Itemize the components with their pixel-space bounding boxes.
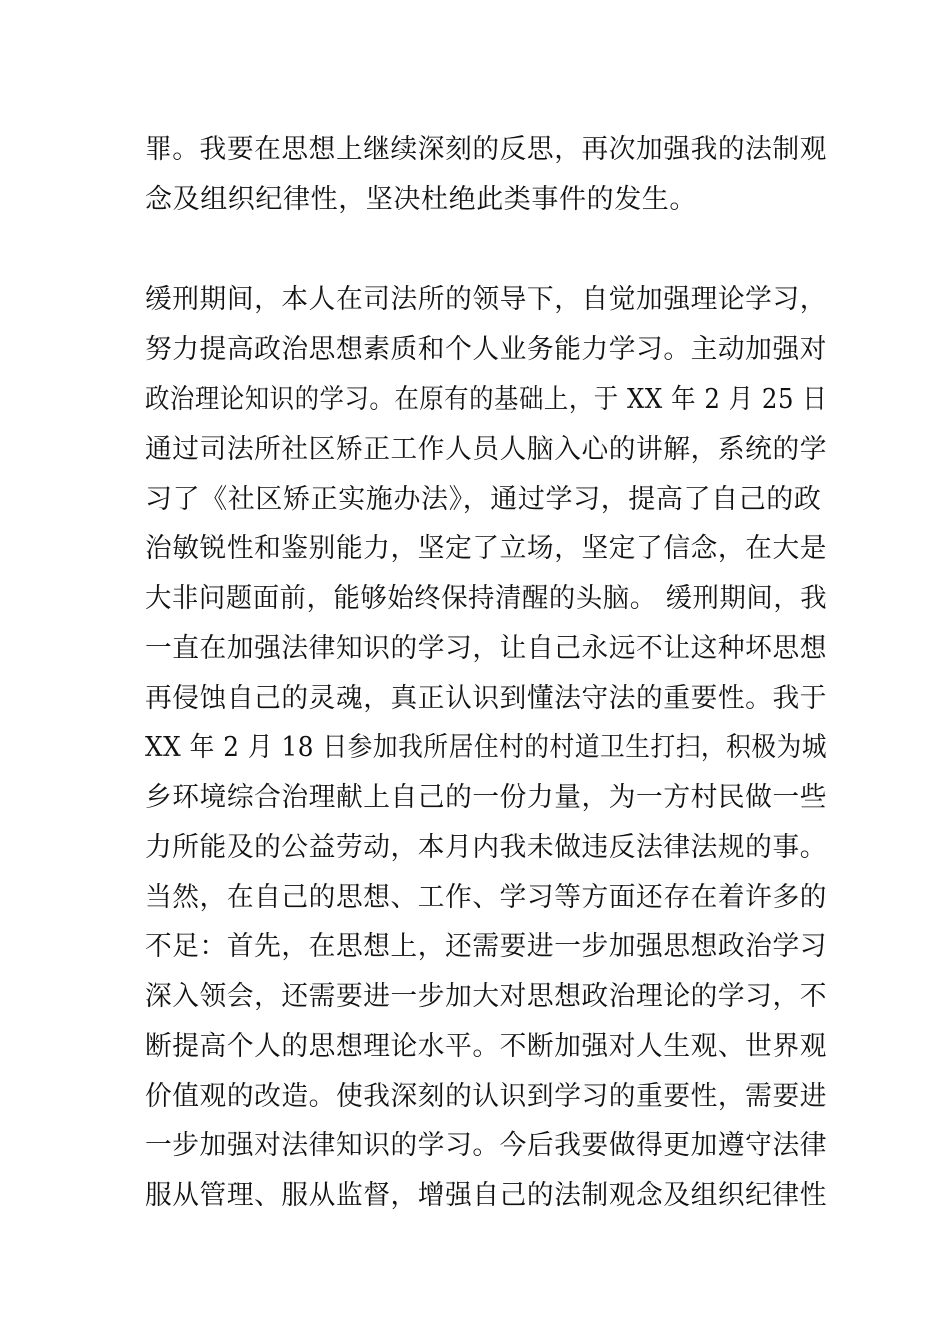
text-line: 不足：首先，在思想上，还需要进一步加强思想政治学习: [145, 931, 827, 962]
text-line: XX 年 2 月 18 日参加我所居住村的村道卫生打扫，积极为城: [145, 732, 828, 763]
text-line: 政治理论知识的学习。在原有的基础上，于 XX 年 2 月 25 日: [145, 384, 828, 415]
text-line: 念及组织纪律性，坚决杜绝此类事件的发生。: [145, 184, 697, 215]
text-line: 力所能及的公益劳动，本月内我未做违反法律法规的事。: [145, 832, 827, 863]
text-line: 努力提高政治思想素质和个人业务能力学习。主动加强对: [145, 334, 827, 365]
text-line: 习了《社区矫正实施办法》，通过学习，提高了自己的政: [145, 484, 822, 515]
text-line: 缓刑期间，本人在司法所的领导下，自觉加强理论学习，: [145, 284, 827, 315]
text-line: 大非问题面前，能够始终保持清醒的头脑。 缓刑期间，我: [145, 583, 828, 614]
text-line: 价值观的改造。使我深刻的认识到学习的重要性，需要进: [145, 1081, 827, 1112]
text-line: 治敏锐性和鉴别能力，坚定了立场，坚定了信念，在大是: [145, 533, 827, 564]
text-line: 一步加强对法律知识的学习。今后我要做得更加遵守法律: [145, 1130, 827, 1161]
text-line: 乡环境综合治理献上自己的一份力量，为一方村民做一些: [145, 782, 827, 813]
text-line: 服从管理、服从监督，增强自己的法制观念及组织纪律性: [145, 1180, 827, 1211]
text-line: 再侵蚀自己的灵魂，真正认识到懂法守法的重要性。我于: [145, 683, 827, 714]
text-line: 深入领会，还需要进一步加大对思想政治理论的学习，不: [145, 981, 827, 1012]
text-line: 罪。我要在思想上继续深刻的反思，再次加强我的法制观: [145, 134, 827, 165]
text-line: 一直在加强法律知识的学习，让自己永远不让这种坏思想: [145, 633, 827, 664]
text-line: 断提高个人的思想理论水平。不断加强对人生观、世界观: [145, 1031, 827, 1062]
text-line: 通过司法所社区矫正工作人员人脑入心的讲解，系统的学: [145, 434, 827, 465]
text-line: 当然，在自己的思想、工作、学习等方面还存在着许多的: [145, 882, 827, 913]
